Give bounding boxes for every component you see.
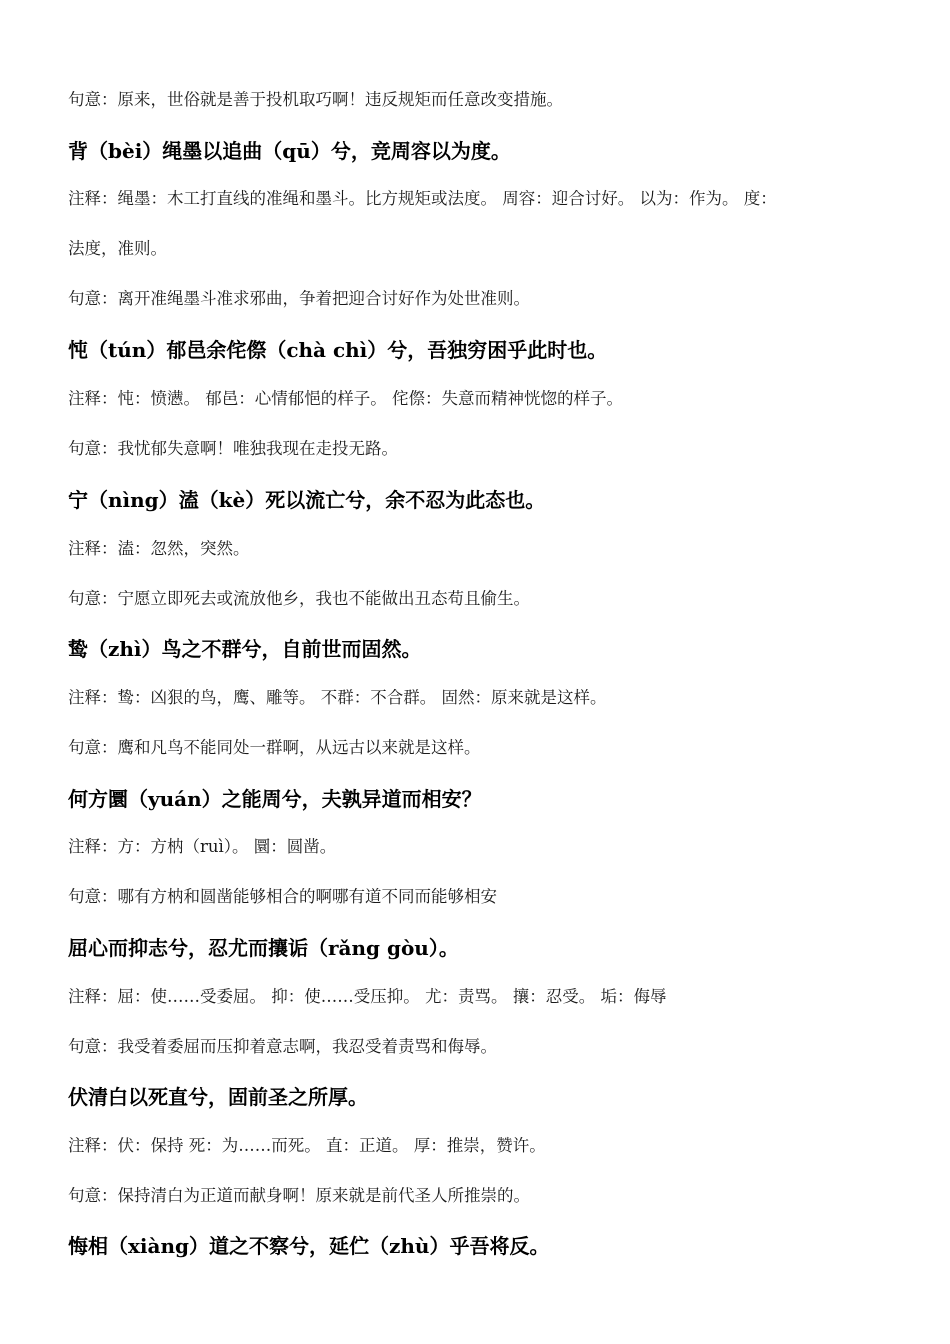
verse-line: 屈心而抑志兮，忍尤而攘诟（rǎng gòu）。 (68, 936, 459, 960)
sentence-meaning: 句意：保持清白为正道而献身啊！原来就是前代圣人所推崇的。 (68, 1186, 530, 1205)
sentence-meaning: 句意：原来，世俗就是善于投机取巧啊！违反规矩而任意改变措施。 (68, 90, 563, 109)
annotation: 注释：绳墨：木工打直线的准绳和墨斗。比方规矩或法度。 周容：迎合讨好。 以为：作为。 度： (68, 189, 777, 208)
verse-line: 何方圜（yuán）之能周兮，夫孰异道而相安？ (68, 787, 482, 811)
sentence-meaning: 句意：我忧郁失意啊！唯独我现在走投无路。 (68, 439, 398, 458)
annotation: 注释：屈：使……受委屈。 抑：使……受压抑。 尤：责骂。 攘：忍受。 垢：侮辱 (68, 987, 667, 1006)
sentence-meaning: 句意：鹰和凡鸟不能同处一群啊，从远古以来就是这样。 (68, 738, 481, 757)
verse-line: 忳（tún）郁邑余侘傺（chà chì）兮，吾独穷困乎此时也。 (68, 338, 608, 362)
verse-line: 鸷（zhì）鸟之不群兮，自前世而固然。 (68, 637, 422, 661)
sentence-meaning: 句意：我受着委屈而压抑着意志啊，我忍受着责骂和侮辱。 (68, 1037, 497, 1056)
verse-line: 伏清白以死直兮，固前圣之所厚。 (68, 1085, 368, 1109)
verse-line: 背（bèi）绳墨以追曲（qū）兮，竞周容以为度。 (68, 139, 511, 163)
annotation: 注释：方：方枘（ruì）。 圜：圆凿。 (68, 837, 337, 856)
annotation: 注释：鸷：凶狠的鸟，鹰、雕等。 不群：不合群。 固然：原来就是这样。 (68, 688, 607, 707)
sentence-meaning: 句意：哪有方枘和圆凿能够相合的啊哪有道不同而能够相安 (68, 887, 497, 906)
verse-line: 宁（nìng）溘（kè）死以流亡兮，余不忍为此态也。 (68, 488, 546, 512)
sentence-meaning: 句意：宁愿立即死去或流放他乡，我也不能做出丑态苟且偷生。 (68, 589, 530, 608)
verse-line: 悔相（xiàng）道之不察兮，延伫（zhù）乎吾将反。 (68, 1234, 550, 1258)
sentence-meaning: 句意：离开准绳墨斗准求邪曲，争着把迎合讨好作为处世准则。 (68, 289, 530, 308)
annotation: 注释：伏：保持 死：为……而死。 直：正道。 厚：推崇，赞许。 (68, 1136, 546, 1155)
annotation-continued: 法度，准则。 (68, 239, 167, 258)
annotation: 注释：忳：愤懑。 郁邑：心情郁悒的样子。 侘傺：失意而精神恍惚的样子。 (68, 389, 623, 408)
annotation: 注释：溘：忽然，突然。 (68, 539, 250, 558)
